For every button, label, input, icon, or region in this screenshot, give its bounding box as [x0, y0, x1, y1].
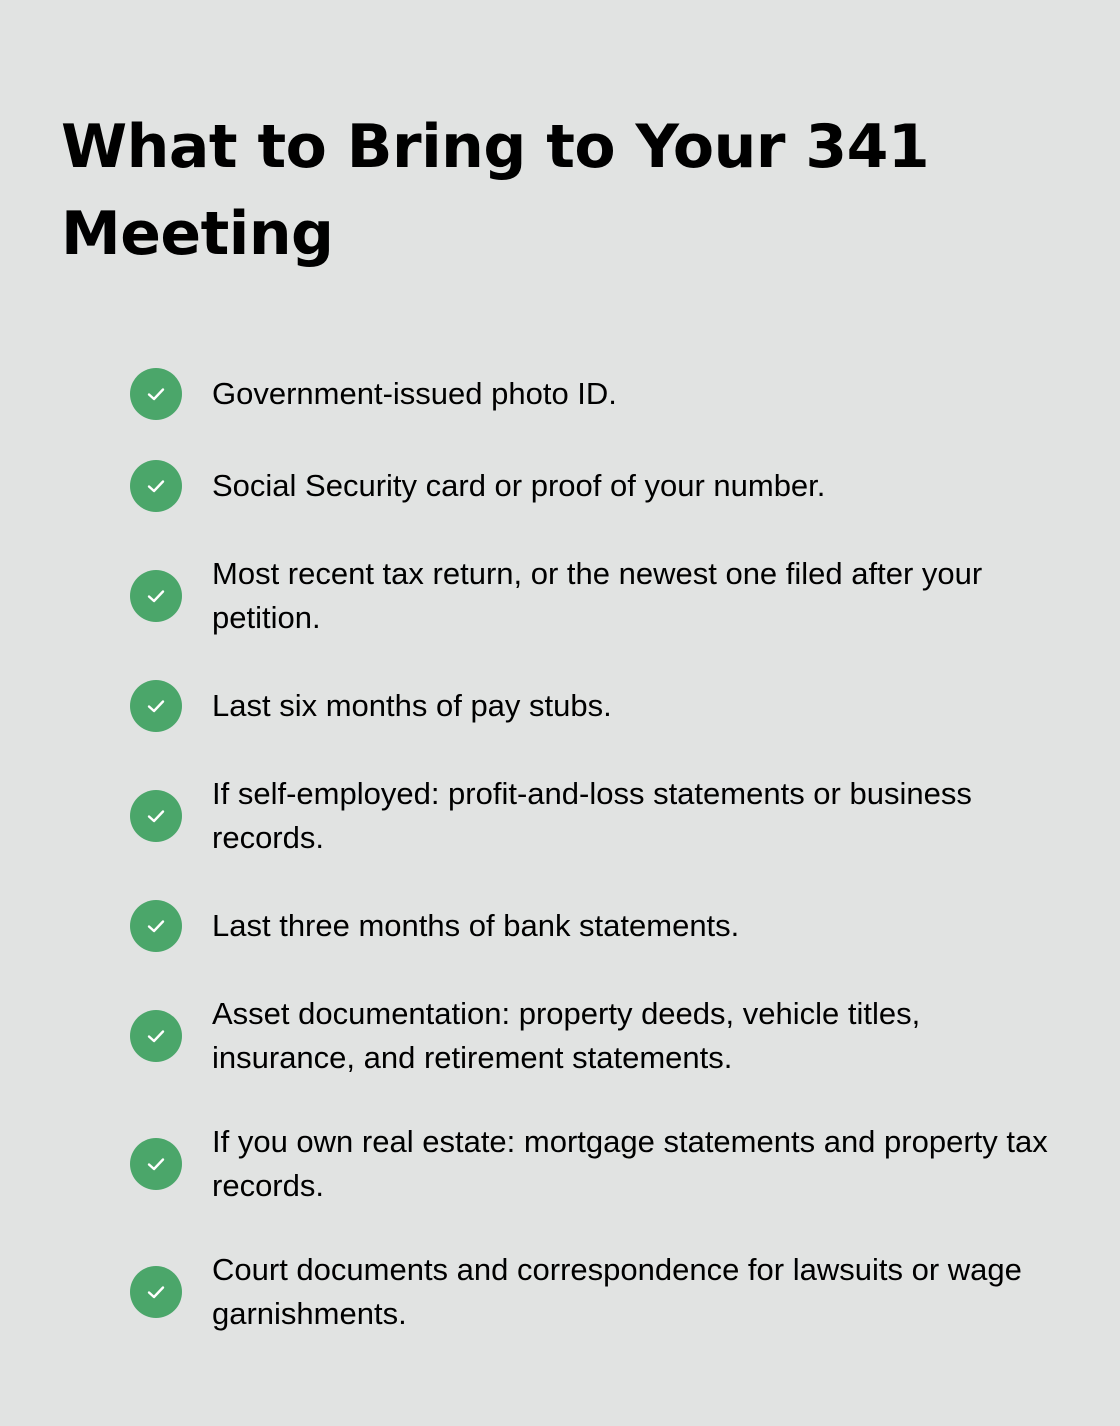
page-title: What to Bring to Your 341 Meeting — [61, 112, 930, 269]
list-item-text: Asset documentation: property deeds, vehicle titles, insurance, and retirement statements. — [212, 996, 921, 1075]
list-item — [130, 460, 1070, 512]
list-item-text: Government-issued photo ID. — [212, 376, 617, 411]
check-circle-icon — [130, 570, 182, 622]
check-circle-icon — [130, 900, 182, 952]
list-item-text: Last three months of bank statements. — [212, 908, 740, 943]
check-circle-icon — [130, 1138, 182, 1190]
list-item — [130, 772, 1070, 860]
check-circle-icon — [130, 460, 182, 512]
check-circle-icon — [130, 1010, 182, 1062]
list-item-text: Social Security card or proof of your number. — [212, 468, 826, 503]
list-item — [130, 1120, 1070, 1208]
list-item-text: Most recent tax return, or the newest one filed after your petition. — [212, 556, 983, 635]
check-circle-icon — [130, 1266, 182, 1318]
list-item-text: If self-employed: profit-and-loss statements or business records. — [212, 776, 972, 855]
list-item-text: If you own real estate: mortgage statements and property tax records. — [212, 1124, 1048, 1203]
check-circle-icon — [130, 790, 182, 842]
check-circle-icon — [130, 368, 182, 420]
list-item — [130, 992, 1070, 1080]
list-item — [130, 552, 1070, 640]
list-item-text: Court documents and correspondence for lawsuits or wage garnishments. — [212, 1252, 1022, 1331]
list-item — [130, 900, 1070, 952]
list-item — [130, 680, 1070, 732]
list-item — [130, 368, 1070, 420]
list-item — [130, 1248, 1070, 1336]
list-item-text: Last six months of pay stubs. — [212, 688, 612, 723]
check-circle-icon — [130, 680, 182, 732]
